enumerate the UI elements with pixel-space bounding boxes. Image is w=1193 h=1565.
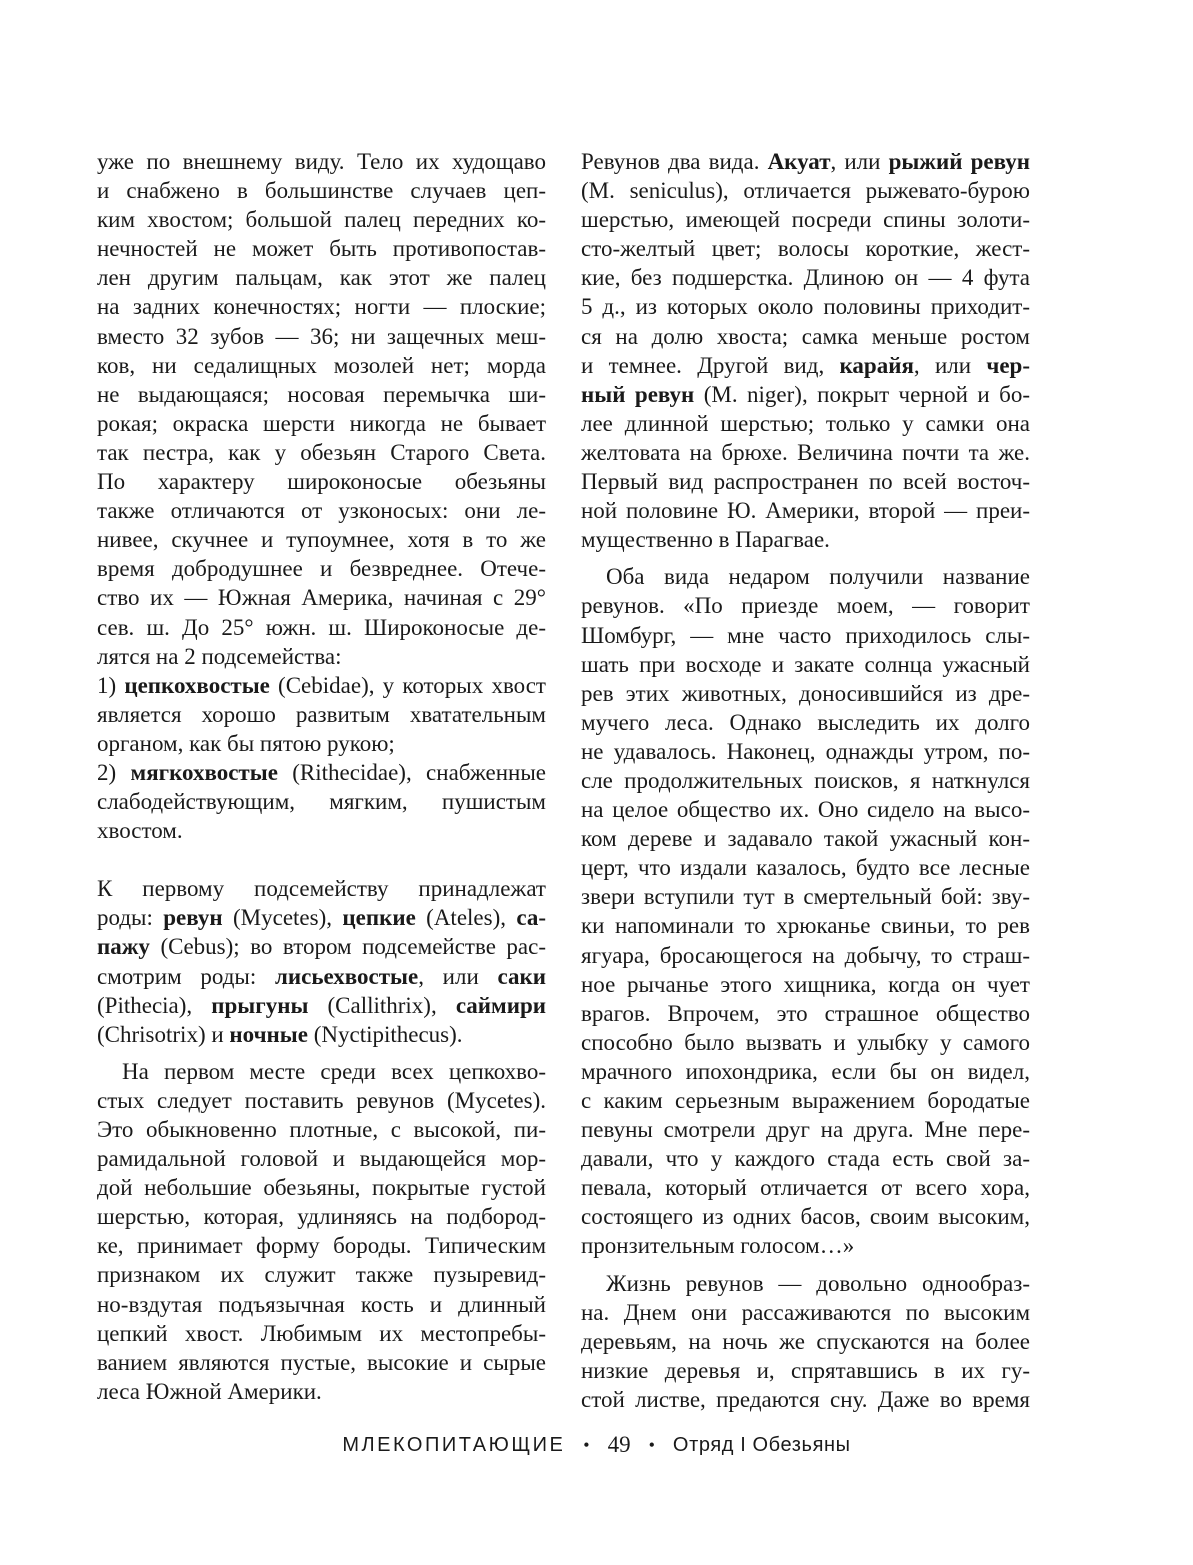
text-run: ванием являются пустые, высокие и сырые bbox=[97, 1349, 546, 1375]
left-text-column bbox=[97, 147, 546, 1406]
text-run: сто-желтый цвет; волосы короткие, жест- bbox=[581, 236, 1030, 262]
left-line bbox=[97, 351, 546, 380]
footer-chapter-title: Отряд I Обезьяны bbox=[672, 1433, 851, 1456]
text-run: время добродушнее и безвреднее. Отече- bbox=[97, 556, 546, 582]
text-run: Оба вида недаром получили название bbox=[606, 564, 1030, 590]
right-line bbox=[581, 650, 1030, 679]
right-line bbox=[581, 795, 1030, 824]
left-line bbox=[97, 729, 546, 758]
left-line bbox=[97, 583, 546, 612]
text-run: с каким серьезным выражением бородатые bbox=[581, 1088, 1030, 1113]
text-run: , или bbox=[913, 352, 987, 378]
left-line bbox=[97, 1202, 546, 1231]
left-line bbox=[97, 1319, 546, 1348]
right-line bbox=[581, 679, 1030, 708]
right-line bbox=[581, 1356, 1030, 1385]
right-line bbox=[581, 322, 1030, 351]
right-line bbox=[581, 1028, 1030, 1057]
text-run: ким хвостом; большой палец передних ко- bbox=[97, 207, 546, 233]
left-line bbox=[97, 322, 546, 351]
left-line bbox=[97, 554, 546, 583]
text-run: ревунов. «По приезде моем, — говорит bbox=[581, 593, 1030, 619]
bold-term: чер- bbox=[986, 352, 1030, 378]
bold-term: Акуат bbox=[767, 149, 831, 174]
text-run: (Chrisotrix) и bbox=[97, 1021, 230, 1047]
text-run: слабодействующим, мягким, пушистым bbox=[97, 789, 546, 815]
text-run: лен другим пальцам, как этот же палец bbox=[97, 265, 546, 291]
left-line bbox=[97, 1020, 546, 1049]
right-line bbox=[581, 1231, 1030, 1260]
bold-term: са- bbox=[516, 905, 546, 931]
right-line bbox=[581, 1298, 1030, 1327]
right-line bbox=[581, 1327, 1030, 1356]
text-run: желтовата на брюхе. Величина почти та же. bbox=[581, 439, 1030, 465]
text-run: певуны смотрели друг на друга. Мне пере- bbox=[581, 1117, 1030, 1143]
bold-term: рыжий ревун bbox=[888, 149, 1030, 174]
text-run: роды: bbox=[97, 905, 164, 931]
right-line bbox=[581, 147, 1030, 176]
text-run: сле продолжительных поисков, я наткнулся bbox=[581, 767, 1030, 793]
text-run: кие, без подшерстка. Длиною он — 4 фута bbox=[581, 265, 1030, 291]
text-run: , или bbox=[830, 149, 889, 174]
paragraph-gap bbox=[581, 1261, 1030, 1269]
text-run: дой небольшие обезьяны, покрытые густой bbox=[97, 1175, 546, 1201]
left-line bbox=[97, 932, 546, 961]
left-line bbox=[97, 1260, 546, 1289]
text-run: не удавалось. Наконец, однажды утром, по- bbox=[581, 738, 1030, 764]
text-run: Жизнь ревунов — довольно однообраз- bbox=[606, 1270, 1030, 1296]
left-line bbox=[97, 1290, 546, 1319]
left-line bbox=[97, 234, 546, 263]
text-run: так пестра, как у обезьян Старого Света. bbox=[97, 439, 546, 465]
text-run: По характеру широконосые обезьяны bbox=[97, 469, 546, 495]
right-line bbox=[581, 351, 1030, 380]
left-line bbox=[97, 467, 546, 496]
text-run: мущественно в Парагвае. bbox=[581, 527, 830, 553]
text-run: низкие деревья и, спрятавшись в их гу- bbox=[581, 1357, 1030, 1383]
bold-term: саки bbox=[497, 963, 546, 989]
bold-term: прыгуны bbox=[211, 992, 309, 1018]
page-number: 49 bbox=[607, 1432, 631, 1457]
right-line bbox=[581, 970, 1030, 999]
right-line bbox=[581, 496, 1030, 525]
left-line bbox=[97, 1144, 546, 1173]
text-run: ной половине Ю. Америки, второй — преи- bbox=[581, 498, 1030, 524]
bold-term: пажу bbox=[97, 934, 150, 960]
text-run: ягуара, бросающегося на добычу, то страш- bbox=[581, 942, 1030, 968]
text-run: врагов. Впрочем, это страшное общество bbox=[581, 1000, 1030, 1026]
right-line bbox=[581, 525, 1030, 554]
text-run: цепкий хвост. Любимым их местопребы- bbox=[97, 1320, 546, 1346]
text-run: нивее, скучнее и тупоумнее, хотя в то же bbox=[97, 527, 546, 553]
text-run: (Callithrix), bbox=[308, 992, 456, 1018]
left-line bbox=[97, 438, 546, 467]
left-line bbox=[97, 176, 546, 205]
text-run: ков, ни седалищных мозолей нет; морда bbox=[97, 352, 546, 378]
right-line bbox=[581, 853, 1030, 882]
text-run: ком дереве и задавало такой ужасный кон- bbox=[581, 826, 1030, 852]
bold-term: ночные bbox=[229, 1021, 308, 1047]
text-run: (Ateles), bbox=[415, 905, 517, 931]
left-line bbox=[97, 613, 546, 642]
text-run: на целое общество их. Оно сидело на высо- bbox=[581, 797, 1030, 823]
left-line bbox=[97, 816, 546, 845]
bold-term: цепкохвостые bbox=[124, 672, 270, 698]
text-run: способно было вызвать и улыбку у самого bbox=[581, 1029, 1030, 1055]
right-line bbox=[581, 234, 1030, 263]
left-line bbox=[97, 671, 546, 700]
left-line bbox=[97, 700, 546, 729]
right-line bbox=[581, 438, 1030, 467]
left-line bbox=[97, 962, 546, 991]
text-run: не выдающаяся; носовая перемычка ши- bbox=[97, 381, 546, 407]
text-run: на задних конечностях; ногти — плоские; bbox=[97, 294, 546, 320]
text-run: смотрим роды: bbox=[97, 963, 275, 989]
footer-separator-left: • bbox=[583, 1434, 590, 1455]
text-run: (Nyctipithecus). bbox=[307, 1021, 463, 1047]
right-line bbox=[581, 1202, 1030, 1231]
text-run: сев. ш. До 25° южн. ш. Широконосые де- bbox=[97, 614, 546, 640]
text-run: мрачного ипохондрика, если бы он видел, bbox=[581, 1058, 1030, 1084]
right-text-column bbox=[581, 147, 1030, 1414]
right-line bbox=[581, 1115, 1030, 1144]
text-run: состоящего из одних басов, своим высоким, bbox=[581, 1204, 1030, 1230]
text-run: (Pithecia), bbox=[97, 992, 212, 1018]
text-run: певала, который отличается от всего хора, bbox=[581, 1175, 1030, 1201]
left-line bbox=[97, 1377, 546, 1406]
left-line bbox=[97, 1086, 546, 1115]
text-run: На первом месте среди всех цепкохво- bbox=[122, 1058, 546, 1084]
right-line bbox=[581, 1269, 1030, 1298]
left-line bbox=[97, 991, 546, 1020]
text-run: пронзительным голосом…» bbox=[581, 1233, 855, 1259]
bold-term: ный ревун bbox=[581, 381, 695, 407]
text-run: 1) bbox=[97, 672, 125, 698]
text-run: , или bbox=[418, 963, 498, 989]
text-run: также отличаются от узконосых: они ле- bbox=[97, 498, 546, 524]
text-run: стой листве, предаются сну. Даже во время bbox=[581, 1386, 1030, 1412]
text-run: хвостом. bbox=[97, 818, 183, 844]
bold-term: ревун bbox=[163, 905, 223, 931]
text-run: на. Днем они рассаживаются по высоким bbox=[581, 1299, 1030, 1325]
text-run: ки напоминали то хрюканье свиньи, то рев bbox=[581, 913, 1030, 939]
right-line bbox=[581, 737, 1030, 766]
text-run: стых следует поставить ревунов (Mycetes). bbox=[97, 1087, 546, 1113]
bold-term: лисьехвостые bbox=[274, 963, 419, 989]
right-line bbox=[581, 380, 1030, 409]
text-run: леса Южной Америки. bbox=[97, 1378, 322, 1404]
left-line bbox=[97, 1057, 546, 1086]
right-line bbox=[581, 263, 1030, 292]
left-line bbox=[97, 525, 546, 554]
page-footer bbox=[0, 1432, 1193, 1458]
text-run: ство их — Южная Америка, начиная с 29° bbox=[97, 585, 546, 611]
left-line bbox=[97, 263, 546, 292]
text-run: (Mycetes), bbox=[222, 905, 343, 931]
text-run: (Rithecidae), снабженные bbox=[277, 759, 546, 785]
paragraph-gap bbox=[581, 554, 1030, 562]
text-run: деревьям, на ночь же спускаются на более bbox=[581, 1328, 1030, 1354]
text-run: 2) bbox=[97, 759, 131, 785]
left-line bbox=[97, 1348, 546, 1377]
left-line bbox=[97, 903, 546, 932]
right-line bbox=[581, 766, 1030, 795]
right-line bbox=[581, 882, 1030, 911]
right-line bbox=[581, 621, 1030, 650]
text-run: давали, что у каждого стада есть свой за- bbox=[581, 1146, 1030, 1172]
right-line bbox=[581, 941, 1030, 970]
text-run: рев этих животных, доносившийся из дре- bbox=[581, 680, 1030, 706]
right-line bbox=[581, 292, 1030, 321]
right-line bbox=[581, 409, 1030, 438]
footer-section-title: МЛЕКОПИТАЮЩИЕ bbox=[342, 1433, 566, 1456]
right-line bbox=[581, 176, 1030, 205]
bold-term: цепкие bbox=[342, 905, 416, 931]
left-line bbox=[97, 147, 546, 176]
right-line bbox=[581, 591, 1030, 620]
text-run: звери вступили тут в смертельный бой: зву- bbox=[581, 884, 1030, 910]
text-run: является хорошо развитым хватательным bbox=[97, 701, 546, 727]
left-line bbox=[97, 292, 546, 321]
text-run: и снабжено в большинстве случаев цеп- bbox=[97, 178, 546, 204]
paragraph-gap bbox=[97, 1049, 546, 1057]
text-run: (M. niger), покрыт черной и бо- bbox=[694, 381, 1030, 407]
bold-term: карайя bbox=[839, 352, 914, 378]
right-line bbox=[581, 205, 1030, 234]
bold-term: саймири bbox=[455, 992, 547, 1018]
text-run: органом, как бы пятою рукою; bbox=[97, 730, 395, 756]
text-run: но-вздутая подъязычная кость и длинный bbox=[97, 1291, 546, 1317]
left-line bbox=[97, 874, 546, 903]
text-run: (Cebidae), у которых хвост bbox=[269, 672, 546, 698]
text-run: уже по внешнему виду. Тело их худощаво bbox=[97, 149, 546, 174]
text-run: Шомбург, — мне часто приходилось слы- bbox=[581, 622, 1030, 648]
text-run: рамидальной головой и выдающейся мор- bbox=[97, 1146, 546, 1172]
left-line bbox=[97, 205, 546, 234]
text-run: (Cebus); во втором подсемействе рас- bbox=[149, 934, 546, 960]
left-line bbox=[97, 1173, 546, 1202]
bold-term: мягкохвостые bbox=[130, 759, 278, 785]
text-run: Это обыкновенно плотные, с высокой, пи- bbox=[97, 1117, 546, 1142]
section-gap bbox=[97, 845, 546, 874]
right-line bbox=[581, 911, 1030, 940]
text-run: Первый вид распространен по всей восточ- bbox=[581, 469, 1030, 495]
text-run: К первому подсемейству принадлежат bbox=[97, 876, 546, 902]
right-line bbox=[581, 708, 1030, 737]
text-run: церт, что издали казалось, будто все лесные bbox=[581, 855, 1030, 881]
text-run: ное рычанье этого хищника, когда он чует bbox=[581, 971, 1030, 997]
right-line bbox=[581, 824, 1030, 853]
left-line bbox=[97, 642, 546, 671]
left-line bbox=[97, 787, 546, 816]
text-run: признаком их служит также пузыревид- bbox=[97, 1262, 546, 1288]
text-run: (M. seniculus), отличается рыжевато-бурою bbox=[581, 178, 1030, 204]
right-line bbox=[581, 1144, 1030, 1173]
text-run: лятся на 2 подсемейства: bbox=[97, 643, 342, 669]
text-run: нечностей не может быть противопостав- bbox=[97, 236, 546, 262]
text-run: лее длинной шерстью; только у самки она bbox=[581, 410, 1030, 436]
text-run: ке, принимает форму бороды. Типическим bbox=[97, 1233, 546, 1259]
right-line bbox=[581, 1057, 1030, 1086]
right-line bbox=[581, 1173, 1030, 1202]
footer-separator-right: • bbox=[648, 1434, 655, 1455]
text-run: ся на долю хвоста; самка меньше ростом bbox=[581, 323, 1030, 349]
text-run: шать при восходе и закате солнца ужасный bbox=[581, 651, 1030, 677]
right-line bbox=[581, 999, 1030, 1028]
text-run: 5 д., из которых около половины приходит- bbox=[581, 294, 1030, 320]
text-run: рокая; окраска шерсти никогда не бывает bbox=[97, 410, 546, 436]
text-run: шерстью, которая, удлиняясь на подбород- bbox=[97, 1204, 546, 1230]
right-line bbox=[581, 467, 1030, 496]
text-run: Ревунов два вида. bbox=[581, 149, 768, 174]
left-line bbox=[97, 758, 546, 787]
left-line bbox=[97, 1115, 546, 1144]
text-run: вместо 32 зубов — 36; ни защечных меш- bbox=[97, 323, 546, 349]
right-line bbox=[581, 1086, 1030, 1115]
left-line bbox=[97, 1231, 546, 1260]
text-run: шерстью, имеющей посреди спины золоти- bbox=[581, 207, 1030, 233]
right-line bbox=[581, 562, 1030, 591]
left-line bbox=[97, 496, 546, 525]
left-line bbox=[97, 409, 546, 438]
right-line bbox=[581, 1385, 1030, 1414]
text-run: и темнее. Другой вид, bbox=[581, 352, 840, 378]
left-line bbox=[97, 380, 546, 409]
text-run: мучего леса. Однако выследить их долго bbox=[581, 709, 1030, 735]
